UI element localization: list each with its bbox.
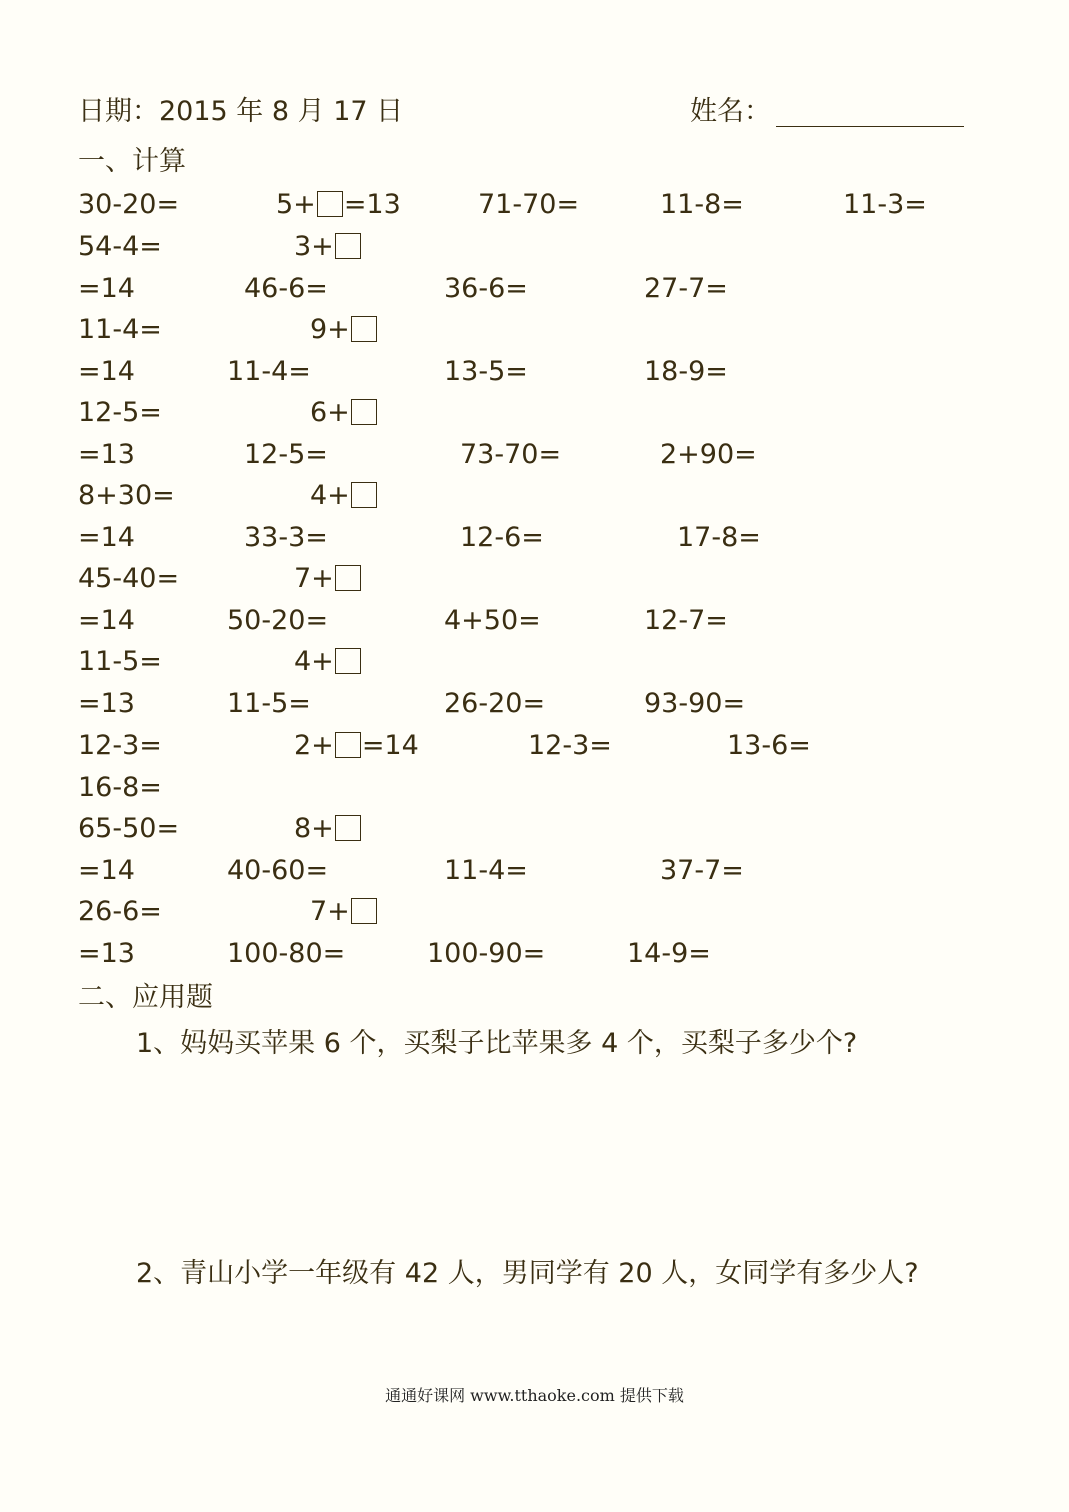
problem: 73-70= [460,439,562,470]
problem: 26-6= [78,896,162,927]
problem-with-box: 5+ =13 [276,189,401,220]
problem: 65-50= [78,813,180,844]
problem: =14 [78,356,135,387]
problem: 100-80= [227,938,346,969]
problem: 46-6= [244,273,328,304]
problem: 12-5= [78,397,162,428]
problem: 12-6= [460,522,544,553]
word-problem-2: 2、青山小学一年级有 42 人，男同学有 20 人，女同学有多少人? [136,1258,919,1289]
problem: 40-60= [227,855,329,886]
problem: 11-5= [78,646,162,677]
problem: 54-4= [78,231,162,262]
problem: =14 [78,522,135,553]
problem: 13-6= [727,730,811,761]
section-application-title: 二、应用题 [78,982,213,1013]
problem: =14 [78,273,135,304]
problem-with-box: 8+ [294,809,362,849]
problem: 45-40= [78,563,180,594]
answer-box[interactable] [335,565,361,591]
problem: 30-20= [78,189,180,220]
footer-source: 通通好课网 www.tthaoke.com 提供下载 [385,1386,684,1405]
answer-box[interactable] [317,191,343,217]
answer-box[interactable] [351,898,377,924]
answer-box[interactable] [335,233,361,259]
problem: 17-8= [677,522,761,553]
problem: 16-8= [78,772,162,803]
problem: 93-90= [644,688,746,719]
problem: 37-7= [660,855,744,886]
answer-box[interactable] [335,815,361,841]
problem-with-box: 3+ [294,227,362,267]
problem: 12-3= [78,730,162,761]
problem-with-box: 2+ =14 [294,730,419,761]
answer-box[interactable] [351,482,377,508]
problem: 14-9= [627,938,711,969]
problem: 13-5= [444,356,528,387]
problem: 18-9= [644,356,728,387]
problem-with-box: 6+ [310,393,378,433]
problem-with-box: 7+ [294,559,362,599]
problem-with-box: 4+ [294,642,362,682]
name-label: 姓名： [690,96,771,127]
problem: 11-4= [227,356,311,387]
problem: 11-3= [843,189,927,220]
answer-box[interactable] [351,399,377,425]
name-blank-line[interactable] [776,126,964,127]
section-calc-title: 一、计算 [78,146,186,177]
problem: =14 [78,855,135,886]
word-problem-1: 1、妈妈买苹果 6 个，买梨子比苹果多 4 个，买梨子多少个? [136,1028,858,1059]
problem: 12-7= [644,605,728,636]
date-label: 日期：2015 年 8 月 17 日 [78,96,404,127]
problem: =13 [78,938,135,969]
answer-box[interactable] [335,732,361,758]
problem: =13 [78,439,135,470]
problem: 26-20= [444,688,546,719]
problem: 100-90= [427,938,546,969]
problem: 2+90= [660,439,757,470]
problem: 11-4= [444,855,528,886]
problem-with-box: 7+ [310,892,378,932]
problem: 50-20= [227,605,329,636]
problem: 27-7= [644,273,728,304]
answer-box[interactable] [335,648,361,674]
problem: =14 [78,605,135,636]
problem: =13 [78,688,135,719]
problem: 11-5= [227,688,311,719]
problem: 36-6= [444,273,528,304]
problem: 71-70= [478,189,580,220]
answer-box[interactable] [351,316,377,342]
problem: 11-8= [660,189,744,220]
problem: 11-4= [78,314,162,345]
problem: 12-3= [528,730,612,761]
problem-with-box: 4+ [310,476,378,516]
problem: 4+50= [444,605,541,636]
problem: 8+30= [78,480,175,511]
problem: 33-3= [244,522,328,553]
problem: 12-5= [244,439,328,470]
problem-with-box: 9+ [310,310,378,350]
